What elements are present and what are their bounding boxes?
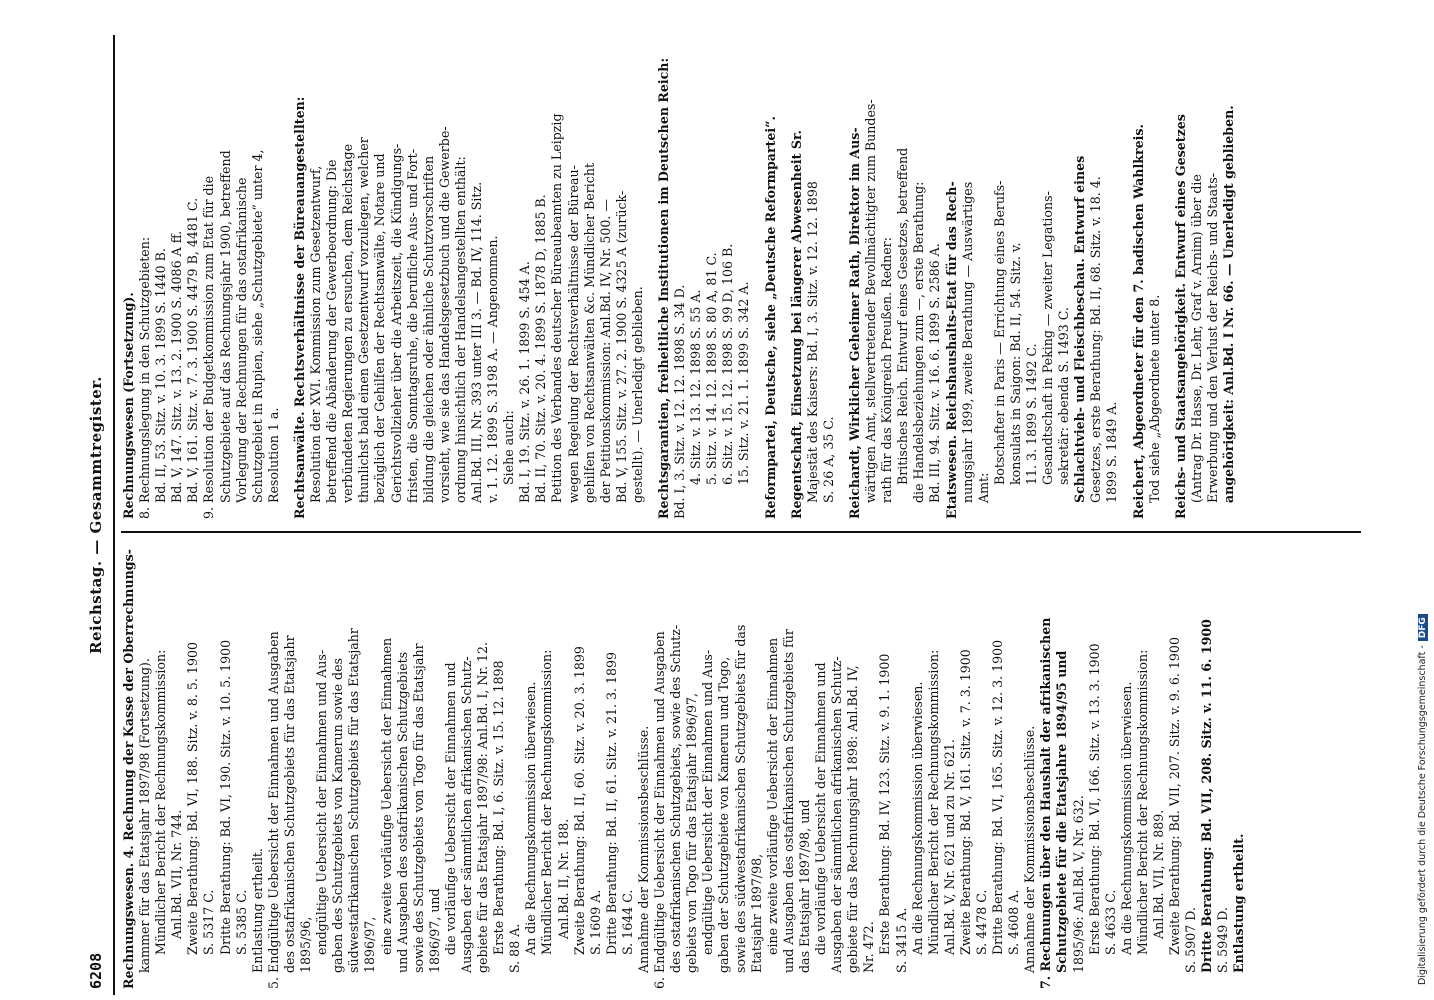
text-line: bezüglich der Gehilfen der Rechtsanwälte, Notare und [372, 153, 388, 503]
text-line: Reformpartei, Deutsche, siehe „Deutsche Reformpartei“. [762, 116, 778, 519]
text-line: Amt: [975, 472, 991, 503]
text-line: Tod siehe „Abgeordnete unter 8. [1146, 294, 1162, 503]
text-line: sowie des südwestafrikanischen Schutzgebiets für das [732, 624, 748, 973]
text-line: Bd. V, 147. Sitz. v. 13. 2. 1900 S. 4086 A ff. [169, 230, 185, 503]
text-line: S. 26 A, 35 C. [820, 416, 836, 503]
digitization-credit [1417, 5, 1428, 985]
text-line: Resolution 1 a. [265, 407, 281, 503]
column-divider [121, 531, 1361, 533]
text-line: Dritte Berathung: Bd. VI, 165. Sitz. v. 12. 3. 1900 [990, 639, 1006, 955]
text-line [753, 49, 763, 519]
text-line: S. 4478 C. [973, 889, 989, 955]
right-column [121, 49, 1237, 519]
text-line: 1895/96: Anl.Bd. V, Nr. 632. [1070, 795, 1086, 973]
text-line: Zweite Berathung: Bd. II, 60. Sitz. v. 20. 3. 1899 [571, 646, 587, 955]
text-line: Petition des Verbandes deutscher Büreaubeamten zu Leipzig [549, 113, 565, 503]
text-line: Gesandtschaft in Peking — zweiter Legations- [1040, 191, 1056, 485]
text-line: An die Rechnungskommission überwiesen. [523, 681, 539, 955]
text-line: wärtigen Amt, stellvertretender Bevollmächtigter zum Bundes- [863, 99, 879, 503]
text-line: Erwerbung und den Verlust der Reichs- und Staats- [1204, 173, 1220, 503]
text-line: Schutzgebiete für die Etatsjahre 1894/95 und [1054, 650, 1070, 973]
text-line: S. 5949 D. [1215, 907, 1231, 973]
text-line: eine zweite vorläufige Uebersicht der Einnahmen [378, 637, 394, 955]
page-header [85, 35, 113, 995]
text-line: Anl.Bd. VII, Nr. 744. [169, 809, 185, 939]
text-line: 1896/97, [362, 916, 378, 973]
text-line: S. 3415 A. [893, 907, 909, 973]
dfg-logo: DFG [1418, 614, 1428, 641]
text-line: (Antrag Dr. Hasse, Dr. Lehr, Graf v. Arnim) über die [1188, 174, 1204, 503]
text-line: Bd. V, 155. Sitz. v. 27. 2. 1900 S. 4325 A (zurück- [613, 190, 629, 503]
text-line: Zweite Berathung: Bd. V, 161. Sitz. v. 7. 3. 1900 [957, 649, 973, 955]
text-line: Etatsjahr 1897/98, [748, 853, 764, 973]
text-line: Majestät des Kaisers: Bd. I, 3. Sitz. v. 12. 12. 1898 [804, 181, 820, 503]
text-line: Reichardt, Wirklicher Geheimer Rath, Direktor im Aus- [846, 127, 862, 519]
credit-text: Digitalisierung gefördert durch die Deutsche Forschungsgemeinschaft - [1417, 645, 1428, 985]
text-line [646, 49, 656, 519]
text-line: Siehe auch: [501, 410, 517, 485]
text-line: angehörigkeit: Anl.Bd. I Nr. 66. — Unerledigt geblieben. [1221, 105, 1236, 503]
text-line: 6. Endgültige Uebersicht der Einnahmen und Ausgaben [652, 631, 668, 989]
text-line: betreffend die Abänderung der Gewerbeordnung: Die [324, 159, 340, 503]
text-line: Anl.Bd. II, Nr. 188. [555, 818, 571, 939]
text-line: Vorlegung der Rechnungen für das ostafrikanische [233, 177, 249, 503]
text-line [1121, 49, 1131, 519]
text-line: wegen Regelung der Rechtsverhältnisse der Büreau- [565, 165, 581, 503]
text-line: Ausgaben der sämmtlichen afrikanischen Schutz- [829, 656, 845, 973]
text-line: An die Rechnungskommission überwiesen. [909, 681, 925, 955]
text-line: endgültige Uebersicht der Einnahmen und Aus- [700, 649, 716, 955]
text-line: Entlastung ertheilt. [249, 848, 265, 973]
text-line: An die Rechnungskommission überwiesen. [1118, 681, 1134, 955]
text-line: ordnung hinsichtlich der Handelsangestellten enthält: [452, 156, 468, 503]
text-line: bildung die gleichen oder ähnliche Schutzvorschriften [420, 155, 436, 503]
text-line: sowie des Schutzgebiets von Togo für das Etatsjahr [410, 643, 426, 973]
text-line: Mündlicher Bericht der Rechnungskommission: [1134, 649, 1150, 955]
text-line: Bd. I, 19. Sitz. v. 26. 1. 1899 S. 454 A. [517, 261, 533, 503]
text-line [837, 49, 847, 519]
text-line: südwestafrikanischen Schutzgebiets für das Etatsjahr [346, 628, 362, 973]
document-page [85, 35, 1375, 995]
text-line: 5. Endgültige Uebersicht der Einnahmen und Ausgaben [265, 631, 281, 989]
text-line: der Petitionskommission: Anl.Bd. IV, Nr. 500. — [597, 199, 613, 503]
text-line: Dritte Berathung: Bd. VII, 208. Sitz. v. 11. 6. 1900 [1199, 619, 1215, 973]
text-line: 1896/97, und [426, 888, 442, 973]
text-line [1163, 49, 1173, 519]
text-line: rath für das Königreich Preußen. Redner: [879, 237, 895, 503]
text-line: S. 5385 C. [233, 889, 249, 955]
text-line: Dritte Berathung: Bd. VI, 190. Sitz. v. 10. 5. 1900 [217, 639, 233, 955]
text-line: Botschafter in Paris — Errichtung eines Berufs- [991, 180, 1007, 485]
text-line: endgültige Uebersicht der Einnahmen und Aus- [314, 649, 330, 955]
text-line: und Ausgaben des ostafrikanischen Schutzgebiets [394, 651, 410, 973]
text-line: gehilfen von Rechtsanwälten &c. Mündlicher Bericht [581, 162, 597, 503]
text-line: gaben des Schutzgebiets von Kamerun sowie des [330, 657, 346, 973]
text-line: 6. Sitz. v. 15. 12. 1898 S. 99 D, 106 B. [720, 243, 736, 485]
text-line: Zweite Berathung: Bd. VI, 188. Sitz. v. 8. 5. 1900 [185, 642, 201, 955]
text-line: Anl.Bd. V, Nr. 621 und zu Nr. 621. [941, 739, 957, 955]
text-line: Erste Berathung: Bd. IV, 123. Sitz. v. 9. 1. 1900 [877, 653, 893, 955]
text-line: Bd. V, 161. Sitz. v. 7. 3. 1900 S. 4479 B, 4481 C. [185, 197, 201, 503]
text-line: Bd. I, 3. Sitz. v. 12. 12. 1898 S. 34 D. [672, 284, 688, 519]
text-line: 8. Rechnungslegung in den Schutzgebieten: [137, 236, 153, 519]
text-line: Anl.Bd. VII, Nr. 889. [1151, 809, 1166, 939]
text-line: Etatswesen. Reichshaushalts-Etat für das Rech- [943, 181, 959, 519]
text-line: Erste Berathung: Bd. I, 6. Sitz. v. 15. 12. 1898 [491, 660, 507, 955]
left-column [121, 545, 1248, 989]
text-line: 4. Sitz. v. 13. 12. 1898 S. 55 A. [688, 289, 704, 485]
text-line: S. 1609 A. [587, 889, 603, 955]
text-line: Anl.Bd. III, Nr. 393 unter III 3. — Bd. IV, 114. Sitz. [468, 181, 484, 503]
text-line: gestellt). — Unerledigt geblieben. [629, 286, 645, 503]
page-number: 6208 [87, 952, 105, 989]
text-line: Dritte Berathung: Bd. II, 61. Sitz. v. 21. 3. 1899 [603, 651, 619, 955]
text-line: des ostafrikanischen Schutzgebiets, sowie des Schutz- [668, 624, 684, 973]
text-line: Rechnungswesen. 4. Rechnung der Kasse der Oberrechnungs- [121, 549, 136, 989]
text-line: Ausgaben der sämmtlichen afrikanischen Schutz- [458, 656, 474, 973]
header-rule [113, 35, 115, 995]
text-line: die vorläufige Uebersicht der Einnahmen und [442, 662, 458, 955]
text-line: Mündlicher Bericht der Rechnungskommission: [539, 649, 555, 955]
text-line: Gesetzes, erste Berathung: Bd. II, 68. Sitz. v. 18. 4. [1088, 176, 1104, 503]
text-line: 11. 3. 1899 S. 1492 C. [1023, 343, 1039, 485]
text-line: konsulats in Saigon: Bd. II, 54. Sitz. v. [1007, 242, 1023, 485]
text-line: Schutzgebiet in Rupien, siehe „Schutzgebiete“ unter 4, [249, 149, 265, 503]
text-line: gaben der Schutzgebiete von Kamerun und Togo, [716, 656, 732, 973]
text-line: Zweite Berathung: Bd. VII, 207. Sitz. v. 9. 6. 1900 [1167, 637, 1183, 955]
text-line: Nr. 472. [861, 921, 877, 973]
text-line: Reichert, Abgeordneter für den 7. badischen Wahlkreis. [1130, 124, 1146, 519]
text-line: die vorläufige Uebersicht der Einnahmen und [813, 662, 829, 955]
text-line: Annahme der Kommissionsbeschlüsse. [636, 725, 651, 973]
text-line: Bd. II, 53. Sitz. v. 10. 3. 1899 S. 1440 B. [153, 248, 169, 503]
text-line: 1895/96, [298, 916, 314, 973]
text-line: sekretär: ebenda S. 1493 C. [1056, 307, 1072, 485]
text-line: Resolution der XVI. Kommission zum Gesetzentwurf, [308, 165, 324, 503]
text-line: Rechtsgarantien, freiheitliche Institutionen im Deutschen Reich: [656, 57, 671, 519]
text-line: thunlichst bald einen Gesetzentwurf vorzulegen, welcher [356, 137, 372, 503]
text-line: 5. Sitz. v. 14. 12. 1898 S. 80 A, 81 C. [704, 252, 720, 485]
text-line: 1899 S. 1849 A. [1104, 401, 1120, 503]
text-line: gebiete für das Rechnungsjahr 1898: Anl.Bd. IV, [845, 665, 861, 973]
text-line: Schlachtvieh- und Fleischbeschau. Entwurf eines [1072, 155, 1088, 503]
text-line: Britisches Reich. Entwurf eines Gesetzes, betreffend [895, 147, 911, 485]
text-line: Rechtsanwälte. Rechtsverhältnisse der Büreauangestellten: [291, 96, 307, 519]
text-line: Mündlicher Bericht der Rechnungskommission: [925, 649, 941, 955]
text-line: S. 4608 A. [1006, 889, 1022, 955]
text-line: S. 5907 D. [1183, 907, 1199, 973]
text-line: Bd. III, 94. Sitz. v. 16. 6. 1899 S. 2586 A. [927, 243, 943, 503]
text-line: Annahme der Kommissionsbeschlüsse. [1022, 725, 1038, 973]
text-line: 9. Resolution der Budgetkommission zum Etat für die [201, 175, 217, 519]
text-line: S. 88 A. [507, 923, 523, 973]
text-line: die Handelsbeziehungen zum —, erste Berathung: [911, 181, 927, 503]
text-line: fristen, die Sonntagsruhe, die berufliche Aus- und Fort- [404, 149, 420, 503]
text-line: Erste Berathung: Bd. VI, 166. Sitz. v. 13. 3. 1900 [1086, 643, 1102, 955]
text-line: 15. Sitz. v. 21. 1. 1899 S. 342 A. [736, 281, 752, 485]
text-line: des ostafrikanischen Schutzgebiets für das Etatsjahr [281, 635, 297, 973]
text-line: das Etatsjahr 1897/98, und [796, 799, 812, 973]
text-line: vorsieht, wie sie das Handelsgesetzbuch und die Gewerbe- [436, 126, 452, 503]
text-line: und Ausgaben des ostafrikanischen Schutzgebiets für [780, 629, 796, 973]
text-line: kammer für das Etatsjahr 1897/98 (Fortsetzung). [137, 658, 153, 973]
text-line: Schutzgebiete auf das Rechnungsjahr 1900, betreffend [217, 150, 233, 503]
text-line: Regentschaft, Einsetzung bei längerer Abwesenheit Sr. [788, 130, 804, 519]
text-line [779, 49, 789, 519]
text-line [282, 49, 292, 519]
text-line: Bd. II, 70. Sitz. v. 20. 4. 1899 S. 1878 D, 1885 B. [533, 194, 549, 503]
text-line: Entlastung ertheilt. [1231, 833, 1247, 973]
text-line: Gerichtsvollzieher über die Arbeitszeit, die Kündigungs- [388, 143, 404, 503]
text-line: verbündeten Regierungen zu ersuchen, dem Reichstage [340, 143, 356, 503]
text-line: gebiets von Togo für das Etatsjahr 1896/97, [684, 692, 700, 973]
text-line: 7. Rechnungen über den Haushalt der afrikanischen [1038, 617, 1054, 989]
text-line: v. 1. 12. 1899 S. 3198 A. — Angenommen. [485, 235, 501, 503]
running-title: Reichstag. — Gesammtregister. [87, 376, 105, 654]
text-line: Mündlicher Bericht der Rechnungskommission: [153, 649, 169, 955]
text-line: S. 5317 C. [201, 889, 217, 955]
text-line: gebiete für das Etatsjahr 1897/98: Anl.Bd. I, Nr. 12. [475, 641, 491, 973]
text-line: Rechnungswesen (Fortsetzung). [121, 292, 136, 519]
text-line: eine zweite vorläufige Uebersicht der Einnahmen [764, 637, 780, 955]
text-line: S. 1644 C. [619, 889, 635, 955]
text-line: nungsjahr 1899, zweite Berathung — Auswärtiges [959, 181, 975, 503]
text-line: S. 4633 C. [1102, 889, 1118, 955]
text-line: Reichs- und Staatsangehörigkeit. Entwurf eines Gesetzes [1172, 114, 1188, 519]
